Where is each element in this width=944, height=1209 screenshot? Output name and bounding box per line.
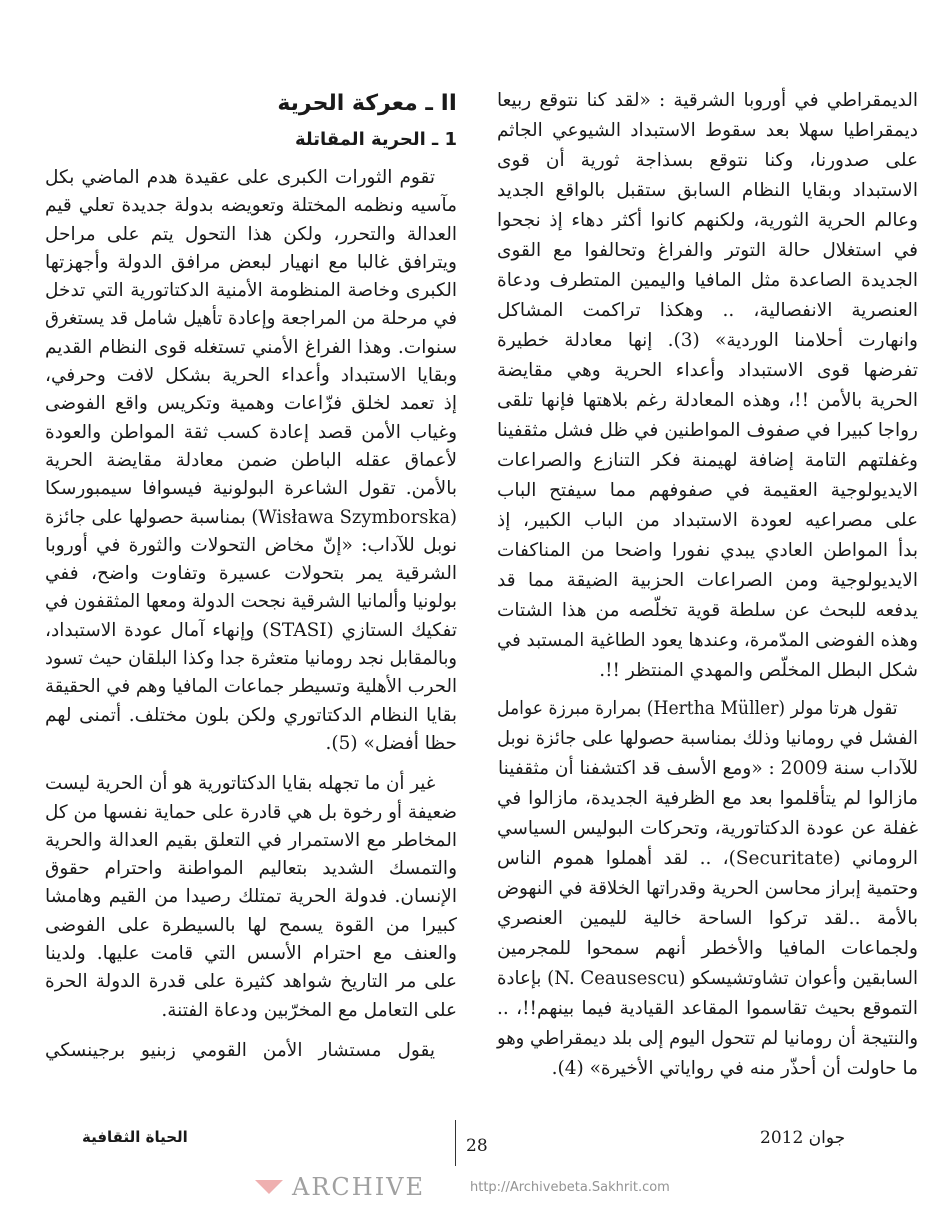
- text-line: العدالة والتحرر، ولكن هذا التحول يتم على مراحل: [45, 223, 457, 245]
- text-line: شكل البطل المخلّص والمهدي المنتظر !!.: [599, 660, 918, 681]
- text-line: وغفلتهم التامة إضافة لهيمنة فكر التنازع والصراعات: [497, 450, 918, 471]
- left-column-body: [45, 164, 457, 1065]
- text-line: لأعماق عقله الباطن ضمن معادلة مقايضة الحرية: [45, 449, 457, 471]
- text-line: (Wisława Szymborska) بمناسبة حصولها على جائزة: [45, 506, 457, 528]
- text-line: نوبل للآداب: «إنّ مخاض التحولات والثورة في أوروبا: [45, 534, 457, 556]
- text-line: ويترافق غالبا مع انهيار لبعض مرافق الدولة وأجهزتها: [45, 251, 457, 273]
- text-line: الكبرى وخاصة المنظومة الأمنية الدكتاتورية التي تدخل: [45, 280, 457, 302]
- text-line: تفرضها قوى الاستبداد وأعداء الحرية وهي مقايضة: [497, 360, 918, 381]
- text-line: الديمقراطي في أوروبا الشرقية : «لقد كنا نتوقع ربيعا: [497, 90, 918, 111]
- text-line: ضعيفة أو رخوة بل هي قادرة على حماية نفسها من كل: [44, 801, 458, 823]
- text-line: على التعامل مع المخرّبين ودعاة الفتنة.: [161, 999, 457, 1021]
- text-line: كبيرا من القوة يسمح لها بالسيطرة على الفوضى: [45, 914, 457, 936]
- text-line: بدأ المواطن العادي يبدي نفورا واضحا من المناكفات: [497, 540, 918, 561]
- paragraph: [497, 86, 918, 686]
- text-line: بقايا النظام الدكتاتوري ولكن بلون مختلف. أتمنى لهم: [45, 704, 457, 726]
- paragraph: [45, 770, 457, 1025]
- watermark-logo: ARCHIVE: [292, 1173, 426, 1201]
- text-line: تفكيك الستازي (STASI) وإنهاء آمال عودة الاستبداد،: [45, 619, 457, 641]
- text-line: الحرب الأهلية وتسيطر جماعات المافيا وهم في الحقيقة: [44, 676, 457, 698]
- text-line: على مصراعيه لعودة الاستبداد من الباب الكبير، إذ: [497, 510, 918, 531]
- page-number: 28: [466, 1136, 488, 1156]
- text-line: وبالمقابل نجد رومانيا متعثرة جدا وكذا البلقان حيث تسود: [45, 648, 457, 670]
- text-line: في مرحلة من المراجعة وإعادة تأهيل شامل قد يستغرق: [45, 308, 457, 330]
- text-line: غير أن ما تجهله بقايا الدكتاتورية هو أن الحرية ليست: [44, 773, 436, 795]
- text-line: وبقايا الاستبداد وأعداء الحرية بشكل لافت وحرفي،: [45, 365, 457, 387]
- watermark-url: http://Archivebeta.Sakhrit.com: [470, 1180, 670, 1195]
- text-line: والنتيجة أن رومانيا لم تتحول اليوم إلى بلد ديمقراطي وهو: [496, 1028, 918, 1049]
- text-line: بولونيا وألمانيا الشرقية نجحت الدولة ومعها المثقفون في: [45, 591, 457, 613]
- text-line: مازالوا لم يتأقلموا بعد مع الظرفية الجديدة، مازالوا في: [497, 788, 918, 809]
- text-line: غفلة عن عودة الدكتاتورية، وتحركات البوليس السياسي: [497, 818, 918, 839]
- text-line: الايديولوجية العقيمة في صفوفهم مما سيفتح الباب: [497, 480, 918, 501]
- text-line: رواجا كبيرا في صفوف المواطنين في ظل فشل مثقفينا: [497, 420, 918, 441]
- text-line: تقول هرتا مولر (Hertha Müller) بمرارة مبرزة عوامل: [496, 698, 898, 719]
- text-line: وغياب الأمن قصد إعادة كسب ثقة المواطن والعودة: [45, 421, 457, 443]
- paragraph: [45, 1037, 457, 1065]
- paragraph: [45, 164, 457, 758]
- text-line: للآداب سنة 2009 : «ومع الأسف قد اكتشفنا أن مثقفينا: [498, 758, 918, 779]
- text-line: وحتمية إبراز محاسن الحرية وقدراتها الخلاقة في النهوض: [496, 878, 918, 899]
- text-line: على مر التاريخ شواهد كثيرة على قدرة الدولة الحرة: [45, 971, 457, 993]
- text-line: وهذه الفوضى المدّمرة، وعندها يعود الطاغية المستبد في: [497, 630, 918, 651]
- footer-divider: [455, 1120, 456, 1166]
- text-line: ولجماعات المافيا والأخطر أنهم سمحوا للمجرمين: [497, 938, 918, 959]
- text-line: التموقع بحيث تقاسموا المقاعد القيادية فيما بينهم!!، ..: [497, 998, 918, 1019]
- text-line: يقول مستشار الأمن القومي زبنيو برجينسكي: [45, 1039, 435, 1061]
- text-line: الحرية بالأمن !!، وهذه المعادلة رغم بلاهتها فإنها تلقى: [497, 390, 918, 411]
- left-column: [45, 86, 457, 1077]
- right-column: [497, 86, 918, 1092]
- text-line: وعالم الحرية الثورية، ولكنهم كانوا أكثر دهاء إذ نجحوا: [497, 210, 918, 231]
- archive-logo-icon: [255, 1180, 283, 1194]
- text-line: المخاطر مع الاستمرار في التعلق بقيم العدالة والحرية: [45, 829, 457, 851]
- text-line: العنصرية الانفصالية، .. وهكذا تراكمت المشاكل: [497, 300, 918, 321]
- text-line: الشرقية يمر بتحولات عسيرة وتفاوت واضح، ففي: [45, 563, 457, 585]
- text-line: الاستبداد وبقايا النظام السابق ستقبل بالواقع الجديد: [497, 180, 918, 201]
- subsection-title: 1 ـ الحرية المقاتلة: [295, 129, 457, 150]
- text-line: سنوات. وهذا الفراغ الأمني تستغله قوى النظام القديم: [45, 336, 457, 358]
- text-line: والتمسك الشديد بتعاليم المواطنة واحترام حقوق: [45, 858, 457, 880]
- text-line: بالأمن. تقول الشاعرة البولونية فيسوافا سيمبورسكا: [45, 478, 457, 500]
- text-line: وانهارت أحلامنا الوردية» (3). إنها معادلة خطيرة: [497, 330, 918, 351]
- text-line: ديمقراطيا سهلا بعد سقوط الاستبداد الشيوعي الجاثم: [497, 120, 918, 141]
- text-line: الفشل في رومانيا وذلك بمناسبة حصولها على جائزة نوبل: [496, 728, 918, 749]
- text-line: بالأمة ..لقد تركوا الساحة خالية لليمين العنصري: [497, 908, 918, 929]
- text-line: الايديولوجية ومن الصراعات الحزبية الضيقة مما قد: [497, 570, 918, 591]
- text-line: في استغلال حالة التوتر والفراغ وتحالفوا مع القوى: [497, 240, 918, 261]
- text-line: مآسيه ونظمه المختلة وتعويضه بدولة جديدة تعلي قيم: [45, 195, 457, 217]
- issue-date: جوان 2012: [760, 1128, 846, 1148]
- text-line: حظا أفضل» (5).: [325, 732, 457, 754]
- text-line: يدفعه للبحث عن سلطة قوية تخلّصه من هذا الشتات: [497, 600, 918, 621]
- text-line: ما حاولت أن أحذّر منه في رواياتي الأخيرة» (4).: [551, 1058, 918, 1079]
- text-line: الروماني (Securitate)، .. لقد أهملوا هموم الناس: [497, 848, 918, 869]
- text-line: الجديدة الصاعدة مثل المافيا واليمين المتطرف ودعاة: [497, 270, 918, 291]
- magazine-name: الحياة الثقافية: [82, 1128, 188, 1146]
- text-line: إذ تعمد لخلق فزّاعات وهمية وتكريس واقع الفوضى: [45, 393, 457, 415]
- text-line: تقوم الثورات الكبرى على عقيدة هدم الماضي بكل: [45, 167, 435, 188]
- text-line: السابقين وأعوان تشاوتشيسكو (N. Ceausescu) بإعادة: [497, 968, 918, 989]
- text-line: الإنسان. فدولة الحرية تمتلك رصيدا من القيم وهامشا: [45, 886, 457, 908]
- paragraph: [497, 694, 918, 1084]
- section-title: II ـ معركة الحرية: [277, 91, 457, 116]
- text-line: على صدورنا، وكنا نتوقع بسذاجة ثورية أن قوى: [497, 150, 918, 171]
- text-line: والعنف مع احترام الأسس التي قامت عليها. ولدينا: [45, 943, 457, 965]
